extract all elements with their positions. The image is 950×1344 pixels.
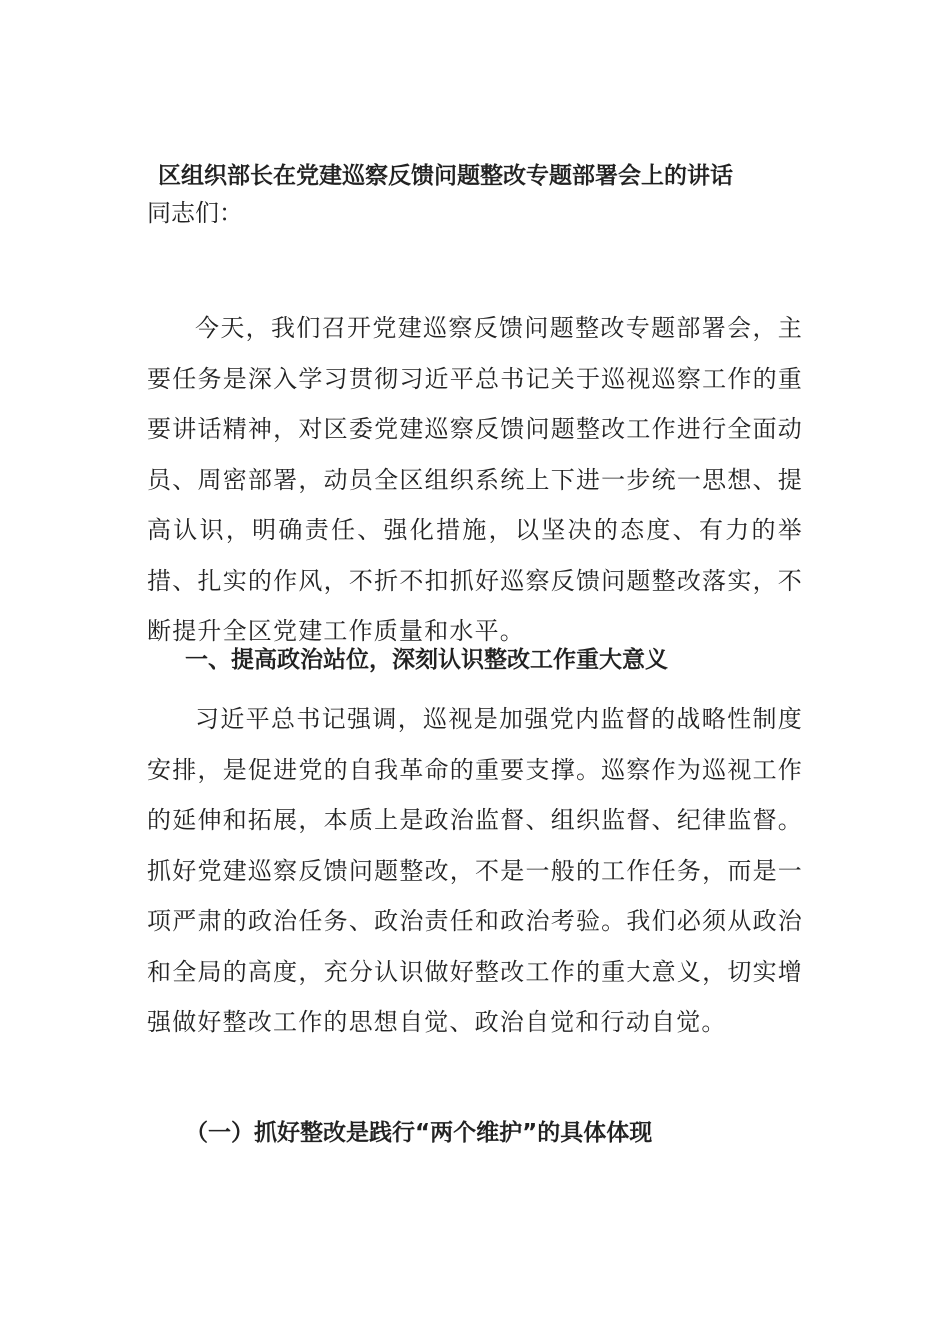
- salutation: 同志们：: [147, 199, 243, 227]
- paragraph-intro: 今天，我们召开党建巡察反馈问题整改专题部署会，主要任务是深入学习贯彻习近平总书记关于巡视巡察工作的重要讲话精神，对区委党建巡察反馈问题整改工作进行全面动员、周密部署，动员全区组织系统上下进一步统一思想、提高认识，明确责任、强化措施，以坚决的态度、有力的举措、扎实的作风，不折不扣抓好巡察反馈问题整改落实，不断提升全区党建工作质量和水平。: [147, 314, 803, 645]
- section-heading-1: 一、提高政治站位，深刻认识整改工作重大意义: [185, 647, 668, 673]
- document-title: 区组织部长在党建巡察反馈问题整改专题部署会上的讲话: [158, 163, 733, 189]
- paragraph-section-1: 习近平总书记强调，巡视是加强党内监督的战略性制度安排，是促进党的自我革命的重要支撑。巡察作为巡视工作的延伸和拓展，本质上是政治监督、组织监督、纪律监督。抓好党建巡察反馈问题整改，不是一般的工作任务，而是一项严肃的政治任务、政治责任和政治考验。我们必须从政治和全局的高度，充分认识做好整改工作的重大意义，切实增强做好整改工作的思想自觉、政治自觉和行动自觉。: [147, 705, 803, 1036]
- subsection-heading-1: （一）抓好整改是践行“两个维护”的具体体现: [185, 1120, 653, 1146]
